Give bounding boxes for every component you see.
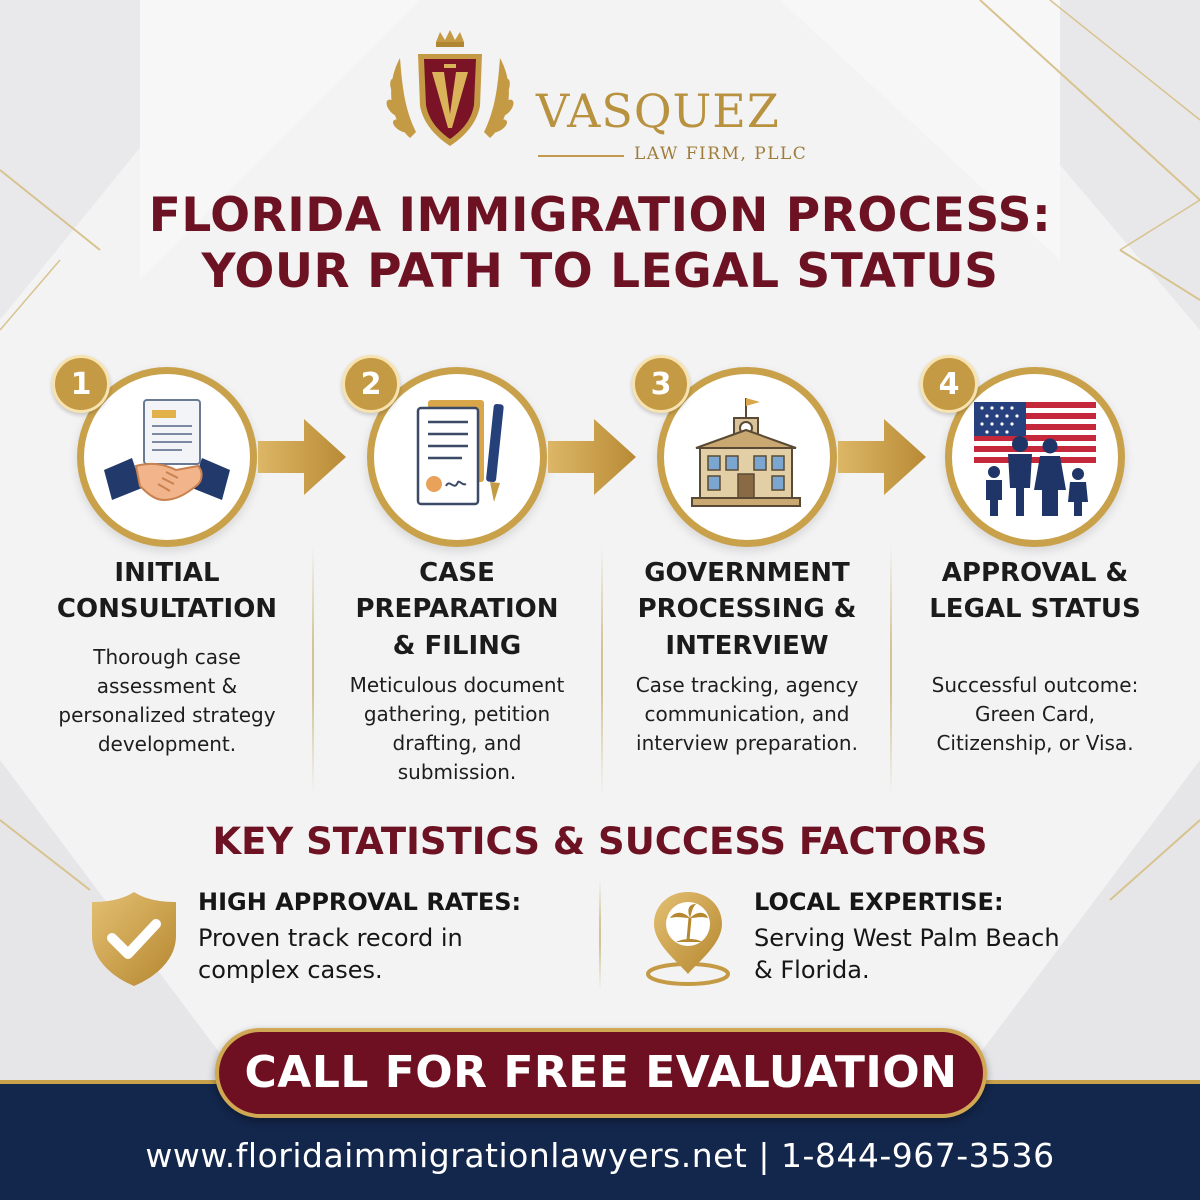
step-4-desc-line: Citizenship, or Visa. (936, 731, 1134, 755)
documents-pen-icon (392, 392, 522, 522)
step-4-title-line: APPROVAL & (941, 558, 1129, 588)
step-4-number: 4 (920, 355, 978, 413)
arrow-right-icon (548, 415, 636, 499)
contact-info[interactable]: www.floridaimmigrationlawyers.net | 1-844-967-3536 (145, 1136, 1055, 1175)
stat-text (754, 922, 1114, 987)
step-2-title-line: PREPARATION (355, 594, 559, 625)
step-divider (312, 545, 314, 795)
step-1-title (22, 555, 312, 628)
step-1-desc-line: development. (97, 732, 237, 756)
free-evaluation-button[interactable]: CALL FOR FREE EVALUATION (215, 1028, 987, 1118)
page-title-line-1: FLORIDA IMMIGRATION PROCESS: (148, 188, 1052, 243)
step-2-desc-line: gathering, petition (363, 702, 551, 726)
stat-text-line: Serving West Palm Beach (754, 924, 1060, 952)
stat-text (198, 922, 558, 987)
brand-name: VASQUEZ (536, 84, 780, 138)
step-2-title (312, 555, 602, 664)
arrow-right-icon (838, 415, 926, 499)
stat-label: HIGH APPROVAL RATES: (198, 888, 522, 916)
step-3-desc-line: communication, and (644, 702, 850, 726)
step-1-number: 1 (52, 355, 110, 413)
step-3-desc-line: Case tracking, agency (635, 673, 859, 697)
step-3-title (602, 555, 892, 664)
step-4-title (890, 555, 1180, 628)
stat-high-approval (88, 888, 558, 988)
page-title (0, 188, 1200, 301)
step-2-desc-line: drafting, and (392, 731, 522, 755)
page-title-line-2: YOUR PATH TO LEGAL STATUS (201, 244, 999, 300)
step-4-desc-line: Green Card, (974, 702, 1096, 726)
step-2-desc-line: Meticulous document (349, 673, 565, 697)
brand-subtitle: LAW FIRM, PLLC (634, 144, 808, 164)
stat-text-line: complex cases. (198, 956, 383, 985)
step-1-desc-line: personalized strategy (58, 703, 276, 727)
step-2-title-line: & FILING (392, 630, 522, 661)
step-divider (890, 545, 892, 795)
process-steps (0, 355, 1200, 795)
stat-text-line: & Florida. (754, 956, 870, 985)
stats-divider (599, 880, 601, 990)
step-3-number: 3 (632, 355, 690, 413)
step-3-desc-line: interview preparation. (636, 731, 858, 755)
stats-heading: KEY STATISTICS & SUCCESS FACTORS (212, 820, 988, 863)
handshake-icon (102, 392, 232, 522)
step-4-description (890, 671, 1180, 758)
step-4-desc-line: Successful outcome: (931, 673, 1139, 697)
stat-text-line: Proven track record in (198, 924, 463, 952)
step-1-title-line: INITIAL (114, 558, 220, 588)
step-1-desc-line: assessment & (96, 674, 238, 698)
step-divider (601, 545, 603, 795)
step-2-desc-line: submission. (397, 760, 517, 784)
step-3-description (602, 671, 892, 758)
step-3-title-line: PROCESSING & (637, 594, 857, 625)
firm-logo (380, 28, 830, 164)
step-1-title-line: CONSULTATION (56, 594, 278, 625)
step-3-title-line: GOVERNMENT (644, 558, 850, 588)
brand-rule (538, 155, 624, 157)
step-4-title-line: LEGAL STATUS (929, 594, 1141, 625)
step-2-title-line: CASE (419, 558, 495, 588)
step-3-title-line: INTERVIEW (665, 630, 829, 661)
government-building-icon (682, 392, 812, 522)
step-2-description (312, 671, 602, 787)
step-1-description (22, 643, 312, 759)
arrow-right-icon (258, 415, 346, 499)
crest-emblem-icon (380, 28, 520, 158)
step-1-desc-line: Thorough case (93, 645, 241, 669)
step-2-number: 2 (342, 355, 400, 413)
location-palm-icon (644, 888, 744, 988)
stat-local-expertise (644, 888, 1144, 988)
step-4 (890, 355, 1180, 795)
us-flag-family-icon (970, 392, 1100, 522)
stat-label: LOCAL EXPERTISE: (754, 888, 1004, 916)
shield-check-icon (88, 888, 188, 988)
